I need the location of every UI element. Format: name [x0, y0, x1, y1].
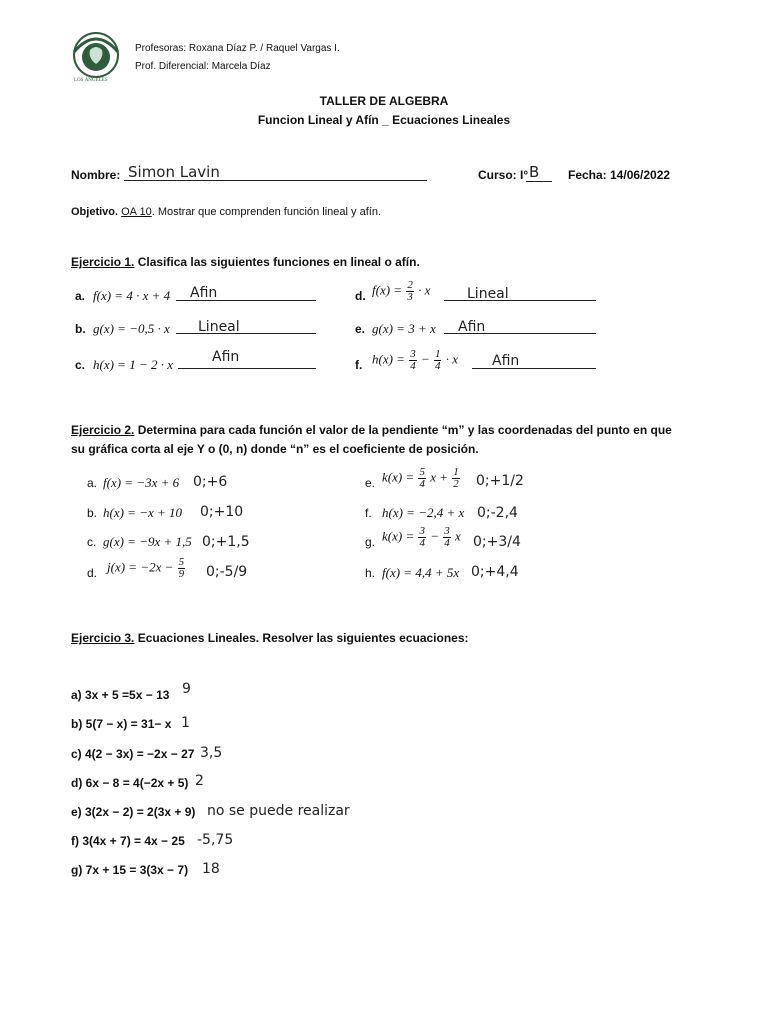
objective-text: . Mostrar que comprenden función lineal y afín.	[151, 206, 381, 218]
ex2-answer-f: 0;-2,4	[477, 505, 518, 521]
ex3-answer-e: no se puede realizar	[207, 803, 350, 819]
ex3-answer-d: 2	[195, 773, 204, 789]
ex1-expr-f-mid: −	[420, 351, 430, 367]
date-label: Fecha: 14/06/2022	[568, 168, 671, 182]
ex3-answer-c: 3,5	[200, 745, 223, 761]
ex2-instruction: Determina para cada función el valor de la pendiente “m” y las coordenadas del punto en que	[134, 423, 672, 437]
ex2-frac-e2	[452, 467, 460, 490]
ex3-eq-d: d) 6x − 8 = 4(−2x + 5)	[71, 776, 189, 790]
ex1-letter-f: f.	[355, 358, 363, 372]
frac-den: 2	[453, 478, 459, 490]
page-subtitle: Funcion Lineal y Afín _ Ecuaciones Lineales	[257, 113, 511, 127]
ex2-frac-e1	[418, 467, 426, 490]
ex1-expr-f	[372, 349, 458, 372]
ex2-frac-g1	[418, 526, 426, 549]
ex1-line-b	[176, 333, 316, 334]
ex2-expr-d	[107, 557, 186, 580]
ex3-eq-g: g) 7x + 15 = 3(3x − 7)	[71, 863, 189, 877]
ex1-letter-b: b.	[75, 322, 86, 336]
frac-den: 4	[419, 478, 425, 490]
ex1-expr-d-pre: f(x) =	[372, 282, 403, 298]
course-label: Curso: I°	[478, 168, 529, 182]
ex1-heading	[71, 255, 420, 269]
ex2-expr-e-pre: k(x) =	[382, 469, 415, 485]
ex2-title: Ejercicio 2.	[71, 423, 135, 437]
ex1-answer-a: Afin	[190, 285, 218, 301]
frac-num: 5	[178, 556, 185, 568]
ex3-answer-g: 18	[202, 861, 220, 877]
ex1-expr-d	[372, 280, 430, 303]
frac-num: 1	[453, 466, 459, 478]
ex1-letter-a: a.	[75, 289, 86, 303]
ex1-expr-e: g(x) = 3 + x	[372, 321, 436, 336]
ex3-instruction: Ecuaciones Lineales. Resolver las siguientes ecuaciones:	[134, 631, 469, 645]
objective-label: Objetivo.	[71, 206, 119, 218]
ex2-answer-h: 0;+4,4	[471, 564, 519, 580]
ex2-letter-e: e.	[365, 476, 376, 490]
ex1-frac-f2	[434, 349, 442, 372]
ex1-expr-f-pre: h(x) =	[372, 351, 405, 367]
ex1-answer-c: Afin	[212, 349, 240, 365]
ex2-expr-e-mid: x +	[430, 469, 449, 485]
ex2-answer-g: 0;+3/4	[473, 534, 521, 550]
ex2-answer-d: 0;-5/9	[206, 564, 248, 580]
frac-den: 4	[434, 360, 441, 372]
ex2-expr-h: f(x) = 4,4 + 5x	[382, 565, 460, 580]
name-value: Simon Lavin	[128, 163, 220, 181]
ex2-expr-e	[382, 467, 461, 490]
ex2-answer-e: 0;+1/2	[476, 473, 524, 489]
ex2-frac-d	[178, 557, 186, 580]
frac-den: 3	[407, 291, 413, 303]
ex2-letter-a: a.	[87, 476, 98, 490]
ex2-expr-g-pre: k(x) =	[382, 528, 415, 544]
ex2-letter-g: g.	[365, 535, 376, 549]
ex2-instruction-2: su gráfica corta al eje Y o (0, n) donde “n” es el coeficiente de posición.	[71, 442, 479, 456]
ex2-answer-a: 0;+6	[193, 474, 228, 490]
ex2-answer-b: 0;+10	[200, 504, 244, 520]
ex1-line-f	[472, 368, 596, 369]
ex3-eq-c: c) 4(2 − 3x) = −2x − 27	[71, 747, 195, 761]
logo-caption: LOS ÁNGELES	[74, 78, 108, 83]
ex1-answer-e: Afin	[458, 319, 486, 335]
ex3-title: Ejercicio 3.	[71, 631, 135, 645]
ex2-expr-g	[382, 526, 461, 549]
ex3-heading	[71, 631, 469, 645]
course-line	[526, 181, 552, 182]
ex2-frac-g2	[443, 526, 451, 549]
ex1-line-c	[178, 368, 316, 369]
ex2-letter-f: f.	[365, 506, 372, 520]
course-value: B	[529, 163, 540, 181]
page-title: TALLER DE ALGEBRA	[319, 94, 449, 108]
frac-den: 4	[444, 537, 450, 549]
ex2-answer-c: 0;+1,5	[202, 534, 250, 550]
ex3-eq-f: f) 3(4x + 7) = 4x − 25	[71, 834, 185, 848]
ex1-title: Ejercicio 1.	[71, 255, 135, 269]
ex1-letter-e: e.	[355, 322, 366, 336]
frac-num: 2	[407, 279, 413, 291]
ex2-letter-c: c.	[87, 535, 97, 549]
ex3-answer-f: -5,75	[197, 832, 234, 848]
ex2-heading	[71, 423, 698, 437]
objective	[71, 206, 381, 218]
ex2-letter-h: h.	[365, 566, 376, 580]
ex2-expr-c: g(x) = −9x + 1,5	[103, 534, 192, 549]
ex1-letter-d: d.	[355, 289, 366, 303]
school-logo	[66, 30, 126, 86]
ex1-instruction: Clasifica las siguientes funciones en lineal o afín.	[134, 255, 420, 269]
ex2-expr-f: h(x) = −2,4 + x	[382, 505, 465, 520]
ex1-frac-d	[406, 280, 414, 303]
objective-code: OA 10	[121, 206, 152, 218]
ex1-answer-d: Lineal	[467, 286, 509, 302]
ex2-expr-g-mid: −	[430, 528, 440, 544]
frac-den: 9	[178, 568, 185, 580]
ex1-frac-f1	[409, 349, 417, 372]
frac-num: 3	[444, 525, 450, 537]
frac-den: 4	[410, 360, 416, 372]
frac-num: 3	[410, 348, 416, 360]
teachers-line: Profesoras: Roxana Díaz P. / Raquel Vargas I.	[135, 43, 340, 54]
frac-num: 3	[419, 525, 425, 537]
ex2-letter-b: b.	[87, 506, 98, 520]
ex1-expr-f-post: · x	[445, 351, 459, 367]
ex1-expr-c: h(x) = 1 − 2 · x	[93, 357, 173, 372]
frac-den: 4	[419, 537, 425, 549]
ex2-expr-a: f(x) = −3x + 6	[103, 475, 180, 490]
ex1-answer-b: Lineal	[198, 319, 240, 335]
ex2-expr-d-pre: j(x) = −2x −	[107, 559, 174, 575]
ex1-answer-f: Afin	[492, 353, 520, 369]
ex2-letter-d: d.	[87, 566, 98, 580]
ex3-eq-a: a) 3x + 5 =5x − 13	[71, 688, 170, 702]
ex3-answer-b: 1	[181, 715, 190, 731]
ex3-eq-e: e) 3(2x − 2) = 2(3x + 9)	[71, 805, 196, 819]
frac-num: 5	[419, 466, 425, 478]
frac-num: 1	[434, 348, 441, 360]
ex2-expr-b: h(x) = −x + 10	[103, 505, 183, 520]
ex2-expr-g-post: x	[455, 528, 461, 544]
ex1-letter-c: c.	[75, 358, 86, 372]
ex1-expr-b: g(x) = −0,5 · x	[93, 321, 170, 336]
ex1-expr-a: f(x) = 4 · x + 4	[93, 288, 171, 303]
ex1-expr-d-post: · x	[418, 282, 431, 298]
ex3-answer-a: 9	[182, 681, 191, 697]
diff-teacher-line: Prof. Diferencial: Marcela Díaz	[135, 61, 271, 72]
ex3-eq-b: b) 5(7 − x) = 31− x	[71, 717, 172, 731]
name-label: Nombre:	[71, 168, 121, 182]
